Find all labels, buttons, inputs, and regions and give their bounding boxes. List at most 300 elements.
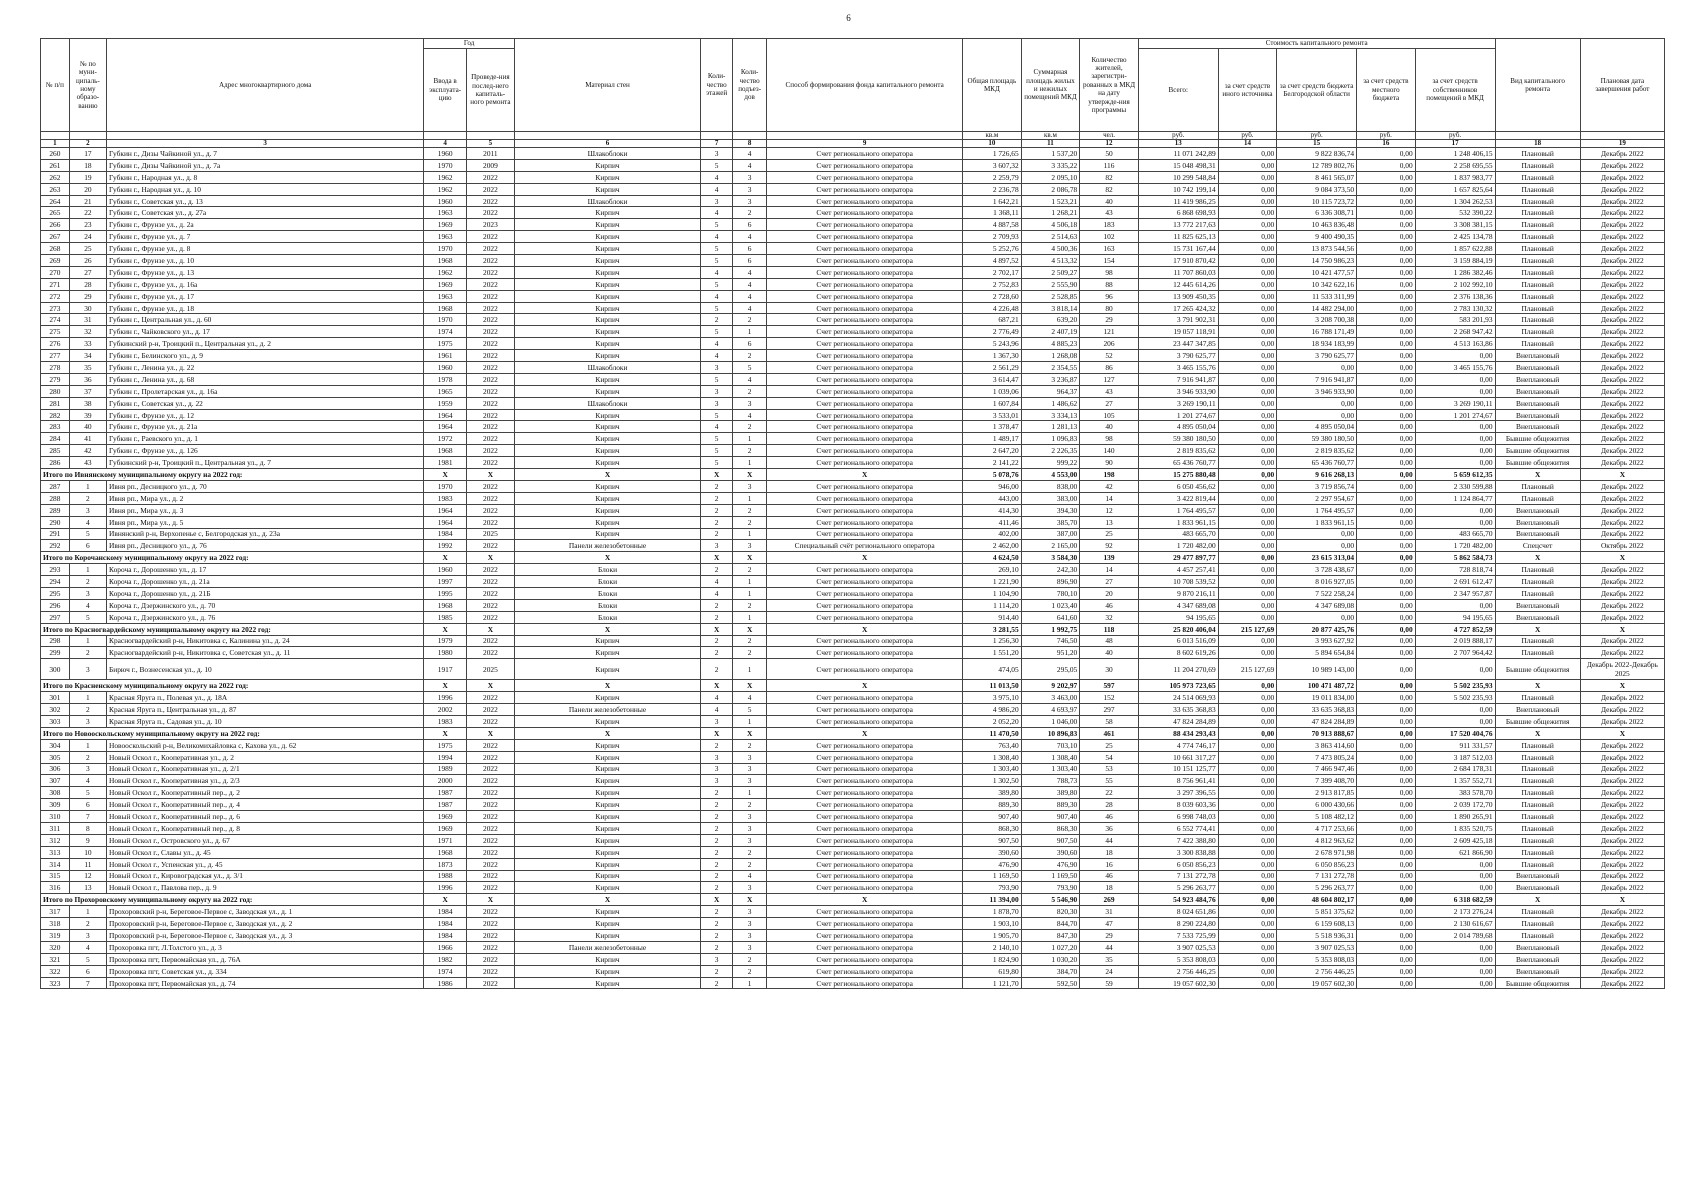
table-cell: 2 [701,811,733,823]
table-cell: 4 513,32 [1021,255,1080,267]
table-cell: Декабрь 2022 [1580,822,1664,834]
table-cell: 1 824,90 [963,953,1022,965]
table-cell: 2 [701,635,733,647]
table-cell: 0,00 [1218,941,1277,953]
table-cell: 12 789 802,76 [1277,159,1357,171]
table-cell: 17 910 870,42 [1138,255,1218,267]
table-cell: Новый Оскол г., Кооперативный пер., д. 2 [107,787,424,799]
table-cell: 0,00 [1415,373,1495,385]
table-cell: 2 268 947,42 [1415,326,1495,338]
table-cell: 30 [69,302,106,314]
table-cell: 3 614,47 [963,373,1022,385]
total-cell: X [701,727,733,739]
table-cell: 50 [1080,148,1139,160]
table-cell: 4 [701,266,733,278]
table-row [41,421,1665,433]
table-cell: 4 717 253,66 [1277,822,1357,834]
table-cell: Декабрь 2022 [1580,977,1664,989]
table-cell: 11 707 860,03 [1138,266,1218,278]
table-cell: Губкин г., Фрунзе ул., д. 2а [107,219,424,231]
table-cell: 1987 [424,799,467,811]
total-cell: X [424,894,467,906]
table-cell: 94 195,65 [1415,611,1495,623]
table-cell: 0,00 [1218,822,1277,834]
table-cell: 0,00 [1218,409,1277,421]
table-cell: 3 [69,930,106,942]
table-row [41,906,1665,918]
table-row [41,373,1665,385]
table-cell: 780,10 [1021,587,1080,599]
table-cell: Губкин г., Раевского ул., д. 1 [107,433,424,445]
table-cell: 2022 [466,516,514,528]
table-cell: 8 756 961,41 [1138,775,1218,787]
table-cell: 1964 [424,421,467,433]
header-col-total-area: Общая площадь МКД [963,39,1022,132]
table-cell: 0,00 [1357,159,1416,171]
table-cell: 2 [701,739,733,751]
table-cell: 2 756 446,25 [1277,965,1357,977]
table-cell: Кирпич [514,480,700,492]
table-cell: 2 330 599,88 [1415,480,1495,492]
table-cell: 263 [41,183,70,195]
table-cell: 270 [41,266,70,278]
table-cell: Счет регионального оператора [767,941,963,953]
table-cell: Внеплановый [1495,611,1580,623]
table-cell: 3 [733,775,767,787]
total-cell: X [733,623,767,635]
table-cell: Декабрь 2022 [1580,445,1664,457]
table-cell: 42 [1080,480,1139,492]
table-cell: 1 357 552,71 [1415,775,1495,787]
total-cell: 9 202,97 [1021,680,1080,692]
table-cell: Внеплановый [1495,397,1580,409]
table-cell: 0,00 [1415,504,1495,516]
table-cell: 2 [701,611,733,623]
table-cell: Бывшие общежития [1495,977,1580,989]
table-cell: 0,00 [1357,350,1416,362]
total-cell: 215 127,69 [1218,623,1277,635]
table-cell: Внеплановый [1495,965,1580,977]
table-cell: 2 [733,599,767,611]
table-cell: 3 335,22 [1021,159,1080,171]
table-cell: Губкин г., Фрунзе ул., д. 126 [107,445,424,457]
table-cell: 40 [1080,195,1139,207]
table-row [41,243,1665,255]
table-cell: Панели железобетонные [514,704,700,716]
table-cell: Счет регионального оператора [767,715,963,727]
table-cell: Ивня рп., Мира ул., д. 3 [107,504,424,516]
table-cell: 2022 [466,647,514,659]
table-row [41,918,1665,930]
table-row [41,385,1665,397]
table-cell: Кирпич [514,492,700,504]
table-cell: Внеплановый [1495,362,1580,374]
table-cell: 18 [1080,846,1139,858]
table-cell: 3 [69,659,106,680]
table-cell: Губкин г., Народная ул., д. 10 [107,183,424,195]
table-cell: 163 [1080,243,1139,255]
table-cell: Плановый [1495,822,1580,834]
total-cell: 4 727 852,59 [1415,623,1495,635]
table-row [41,207,1665,219]
table-cell: 5 108 482,12 [1277,811,1357,823]
table-cell: 3 607,32 [963,159,1022,171]
table-cell: Декабрь 2022 [1580,882,1664,894]
table-cell: Счет регионального оператора [767,480,963,492]
table-cell: 483 665,70 [1415,528,1495,540]
table-cell: Декабрь 2022 [1580,647,1664,659]
table-cell: 2 [733,516,767,528]
table-cell: 6 [69,799,106,811]
table-cell: Счет регионального оператора [767,918,963,930]
table-cell: Кирпич [514,314,700,326]
table-cell: 2022 [466,350,514,362]
table-cell: 2022 [466,183,514,195]
table-cell: Счет регионального оператора [767,338,963,350]
table-cell: 2 [733,421,767,433]
table-cell: 1968 [424,255,467,267]
table-cell: 0,00 [1218,266,1277,278]
table-cell: 4 [701,587,733,599]
table-cell: 483 665,70 [1138,528,1218,540]
table-cell: 5 243,96 [963,338,1022,350]
table-cell: 1969 [424,278,467,290]
total-cell: 0,00 [1218,680,1277,692]
table-cell: 4 [701,290,733,302]
table-cell: 6 [733,219,767,231]
table-row [41,822,1665,834]
table-cell: Плановый [1495,587,1580,599]
table-cell: 0,00 [1357,397,1416,409]
table-cell: Губкинский р-н, Троицкий п., Центральная ул., д. 7 [107,457,424,469]
table-cell: 2 [733,965,767,977]
table-cell: Спецсчет [1495,540,1580,552]
table-cell: 3 [733,941,767,953]
table-cell: 290 [41,516,70,528]
table-cell: 7 473 805,24 [1277,751,1357,763]
table-cell: 0,00 [1357,834,1416,846]
table-cell: Кирпич [514,373,700,385]
table-cell: 3 [701,362,733,374]
table-cell: Декабрь 2022 [1580,207,1664,219]
table-cell: Счет регионального оператора [767,977,963,989]
table-cell: 1873 [424,858,467,870]
table-cell: Плановый [1495,763,1580,775]
total-cell: X [466,552,514,564]
table-cell: 1 486,62 [1021,397,1080,409]
table-cell: Новый Оскол г., Кооперативный пер., д. 8 [107,822,424,834]
table-cell: Новооскольский р-н, Великомихайловка с, Кахова ул., д. 62 [107,739,424,751]
table-cell: Кирпич [514,409,700,421]
table-cell: 4 [701,692,733,704]
table-row [41,564,1665,576]
table-cell: 10 115 723,72 [1277,195,1357,207]
table-cell: 3 [733,397,767,409]
table-cell: 9 400 490,35 [1277,231,1357,243]
table-cell: 11 825 625,13 [1138,231,1218,243]
table-cell: 3 [733,171,767,183]
table-cell: 0,00 [1218,918,1277,930]
table-cell: Декабрь 2022 [1580,350,1664,362]
table-cell: Кирпич [514,846,700,858]
table-cell: 0,00 [1218,882,1277,894]
table-row [41,362,1665,374]
table-cell: 2 707 964,42 [1415,647,1495,659]
table-cell: 474,05 [963,659,1022,680]
table-cell: 265 [41,207,70,219]
table-cell: 314 [41,858,70,870]
table-cell: 0,00 [1218,231,1277,243]
table-cell: 2 [733,846,767,858]
table-cell: 2022 [466,799,514,811]
table-cell: 6 013 516,09 [1138,635,1218,647]
table-cell: 8 461 565,07 [1277,171,1357,183]
table-cell: Прохоровский р-н, Береговое-Первое с, Заводская ул., д. 1 [107,906,424,918]
table-cell: 276 [41,338,70,350]
table-cell: 3 [701,775,733,787]
table-cell: Счет регионального оператора [767,564,963,576]
table-cell: Губкин г., Народная ул., д. 8 [107,171,424,183]
table-cell: Плановый [1495,751,1580,763]
table-cell: 0,00 [1218,350,1277,362]
table-cell: 0,00 [1218,540,1277,552]
table-cell: 5 [701,373,733,385]
table-cell: 2 [733,564,767,576]
table-cell: Плановый [1495,302,1580,314]
table-cell: 36 [1080,822,1139,834]
table-cell: Короча г., Дорошенко ул., д. 17 [107,564,424,576]
table-cell: 92 [1080,540,1139,552]
table-cell: 2 354,55 [1021,362,1080,374]
table-cell: 3 187 512,03 [1415,751,1495,763]
table-cell: 0,00 [1357,148,1416,160]
table-cell: 320 [41,941,70,953]
table-row [41,930,1665,942]
table-cell: 2 [701,941,733,953]
table-cell: 1 104,90 [963,587,1022,599]
table-cell: 2 [701,870,733,882]
table-cell: Счет регионального оператора [767,799,963,811]
table-cell: 907,50 [963,834,1022,846]
table-cell: 1 [733,528,767,540]
unit-cell: кв.м [1021,132,1080,140]
table-cell: 19 011 834,00 [1277,692,1357,704]
table-cell: 0,00 [1218,763,1277,775]
table-cell: Декабрь 2022 [1580,811,1664,823]
table-cell: 2 [701,822,733,834]
table-cell: 0,00 [1357,576,1416,588]
table-cell: 390,60 [1021,846,1080,858]
table-cell: Плановый [1495,243,1580,255]
total-cell: 0,00 [1357,552,1416,564]
table-cell: 1970 [424,243,467,255]
table-cell: 1974 [424,965,467,977]
table-cell: 2022 [466,433,514,445]
table-cell: 2011 [466,148,514,160]
table-cell: 4 [701,207,733,219]
table-cell: 12 [1080,504,1139,516]
table-cell: 0,00 [1218,930,1277,942]
table-cell: 0,00 [1415,953,1495,965]
table-cell: 25 [1080,528,1139,540]
table-cell: 44 [1080,941,1139,953]
table-cell: 2 [69,751,106,763]
table-cell: Счет регионального оператора [767,373,963,385]
table-cell: 0,00 [1357,207,1416,219]
table-cell: 302 [41,704,70,716]
table-cell: 4 [701,183,733,195]
table-cell: 13 [69,882,106,894]
table-cell: 1 030,20 [1021,953,1080,965]
table-cell: 0,00 [1415,704,1495,716]
table-cell: 3 907 025,53 [1277,941,1357,953]
table-cell: 1984 [424,918,467,930]
total-cell: X [424,469,467,481]
table-cell: 140 [1080,445,1139,457]
table-cell: Губкин г., Советская ул., д. 27а [107,207,424,219]
table-cell: 293 [41,564,70,576]
table-cell: 90 [1080,457,1139,469]
table-cell: 27 [69,266,106,278]
table-cell: 4 [69,516,106,528]
table-cell: Кирпич [514,775,700,787]
table-cell: 2 783 130,32 [1415,302,1495,314]
total-cell: X [1495,680,1580,692]
table-cell: 98 [1080,433,1139,445]
table-cell: 2 226,35 [1021,445,1080,457]
table-cell: Декабрь 2022 [1580,692,1664,704]
table-cell: Прохоровский р-н, Береговое-Первое с, Заводская ул., д. 3 [107,930,424,942]
table-cell: 3 818,14 [1021,302,1080,314]
table-cell: 4 [733,373,767,385]
table-cell: 1 835 520,75 [1415,822,1495,834]
table-cell: 389,80 [1021,787,1080,799]
table-cell: 1964 [424,409,467,421]
table-cell: 2 609 425,18 [1415,834,1495,846]
table-row [41,540,1665,552]
table-cell: 0,00 [1357,338,1416,350]
table-cell: 4 [701,704,733,716]
table-cell: 0,00 [1415,715,1495,727]
table-cell: Короча г., Дзержинского ул., д. 70 [107,599,424,611]
table-cell: 3 [733,763,767,775]
table-cell: 5 [701,326,733,338]
total-cell: 461 [1080,727,1139,739]
table-cell: 5 [733,704,767,716]
table-cell: 11 419 986,25 [1138,195,1218,207]
table-cell: 2022 [466,775,514,787]
table-cell: Кирпич [514,659,700,680]
table-cell: 46 [1080,811,1139,823]
table-cell: Кирпич [514,278,700,290]
table-cell: 1962 [424,183,467,195]
table-cell: 5 [701,255,733,267]
table-cell: 277 [41,350,70,362]
table-cell: 2022 [466,930,514,942]
table-cell: 3 [69,587,106,599]
total-cell: X [767,680,963,692]
table-cell: 215 127,69 [1218,659,1277,680]
table-cell: 4 [733,159,767,171]
table-cell: 0,00 [1218,834,1277,846]
table-cell: 2 [701,564,733,576]
table-cell: 746,50 [1021,635,1080,647]
total-cell: X [424,623,467,635]
total-cell: X [514,552,700,564]
table-cell: 10 989 143,00 [1277,659,1357,680]
table-cell: Кирпич [514,953,700,965]
table-cell: 0,00 [1218,171,1277,183]
table-row [41,846,1665,858]
total-cell: 11 394,00 [963,894,1022,906]
table-cell: Плановый [1495,159,1580,171]
table-cell: 2 514,63 [1021,231,1080,243]
table-cell: 4 [69,775,106,787]
table-cell: 10 421 477,57 [1277,266,1357,278]
table-cell: 4 887,58 [963,219,1022,231]
table-cell: 2022 [466,977,514,989]
table-cell: 2002 [424,704,467,716]
table-cell: 2 258 695,55 [1415,159,1495,171]
table-cell: 5 296 263,77 [1138,882,1218,894]
table-cell: 298 [41,635,70,647]
table-cell: Плановый [1495,231,1580,243]
table-cell: Кирпич [514,504,700,516]
table-cell: Счет регионального оператора [767,183,963,195]
table-cell: 102 [1080,231,1139,243]
table-cell: 59 380 180,50 [1277,433,1357,445]
table-cell: 40 [69,421,106,433]
table-cell: Кирпич [514,763,700,775]
table-cell: 0,00 [1218,362,1277,374]
table-cell: 2 [733,858,767,870]
total-cell: 597 [1080,680,1139,692]
table-cell: 0,00 [1357,977,1416,989]
table-cell: 28 [69,278,106,290]
total-cell: 139 [1080,552,1139,564]
table-cell: 296 [41,599,70,611]
table-cell: Прохоровский р-н, Береговое-Первое с, Заводская ул., д. 2 [107,918,424,930]
table-cell: 5 [701,219,733,231]
total-cell: X [1580,552,1664,564]
table-cell: Декабрь 2022 [1580,338,1664,350]
table-row [41,763,1665,775]
table-cell: Декабрь 2022 [1580,278,1664,290]
table-cell: 793,90 [1021,882,1080,894]
table-cell: 2022 [466,373,514,385]
table-cell: 294 [41,576,70,588]
table-cell: Декабрь 2022 [1580,528,1664,540]
table-cell: 2 728,60 [963,290,1022,302]
table-cell: 1978 [424,373,467,385]
table-cell: Счет регионального оператора [767,266,963,278]
table-cell: 847,30 [1021,930,1080,942]
table-cell: 2 [701,918,733,930]
table-cell: 10 [69,846,106,858]
table-cell: 3 269 190,11 [1138,397,1218,409]
table-cell: 1 489,17 [963,433,1022,445]
table-cell: Кирпич [514,918,700,930]
table-cell: 4 897,52 [963,255,1022,267]
table-cell: Блоки [514,599,700,611]
table-cell: Счет регионального оператора [767,445,963,457]
table-cell: Кирпич [514,290,700,302]
table-cell: 2022 [466,763,514,775]
table-cell: 274 [41,314,70,326]
table-cell: 1 720 482,00 [1138,540,1218,552]
table-cell: 42 [69,445,106,457]
table-cell: 0,00 [1415,457,1495,469]
